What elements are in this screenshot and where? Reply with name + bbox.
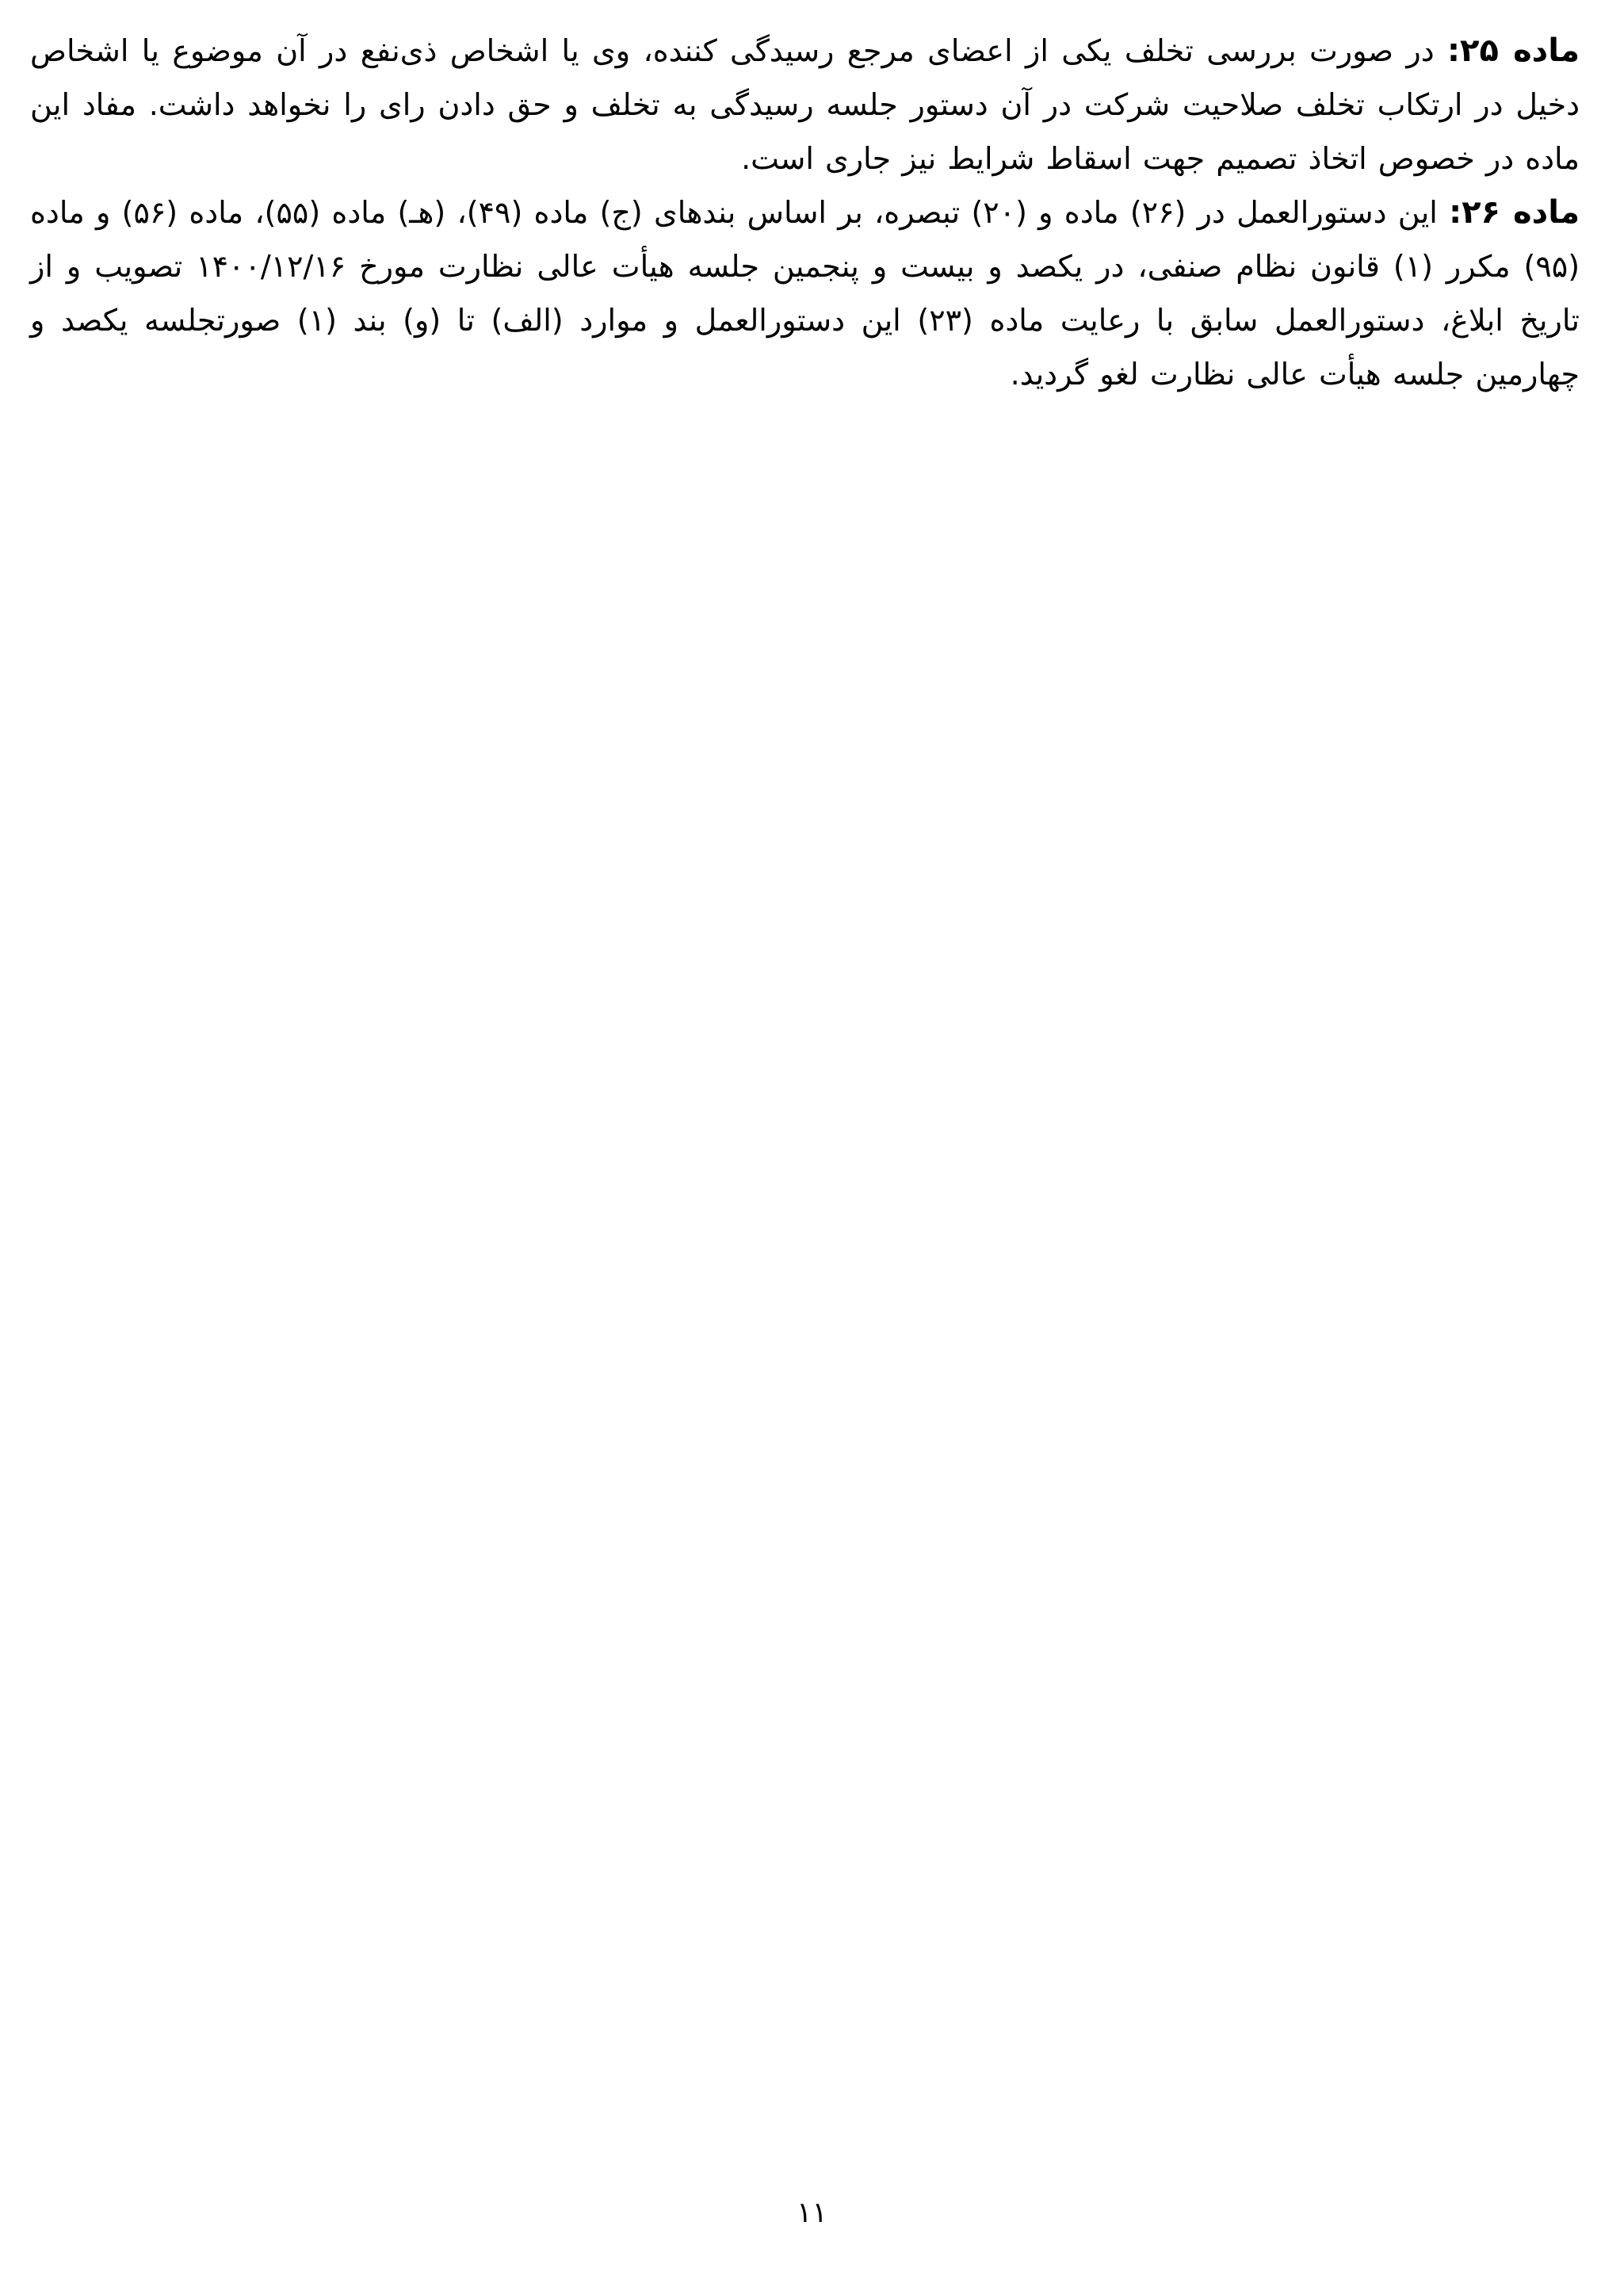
article-26 bbox=[30, 185, 1580, 401]
page-number: ۱۱ bbox=[797, 2197, 827, 2229]
article-25 bbox=[30, 24, 1580, 185]
article-26-label: ماده ۲۶: bbox=[1449, 194, 1580, 231]
article-25-text: در صورت بررسی تخلف یکی از اعضای مرجع رسیدگی کننده، وی یا اشخاص ذی‌نفع در آن موضوع یا اشخاص دخیل در ارتکاب تخلف صلاحیت شرکت در آن دستور جلسه رسیدگی به تخلف و حق دادن رای را نخواهد داشت. مفاد این ماده در خصوص اتخاذ تصمیم جهت اسقاط شرایط نیز جاری است. bbox=[30, 33, 1580, 176]
article-25-label: ماده ۲۵: bbox=[1447, 33, 1580, 69]
article-26-text: این دستورالعمل در (۲۶) ماده و (۲۰) تبصره، بر اساس بندهای (ج) ماده (۴۹)، (هـ) ماده (۵۵)، ماده (۵۶) و ماده (۹۵) مکرر (۱) قانون نظام صنفی، در یکصد و بیست و پنجمین جلسه هیأت عالی نظارت مورخ ۱۴۰۰/۱۲/۱۶ تصویب و از تاریخ ابلاغ، دستورالعمل سابق با رعایت ماده (۲۳) این دستورالعمل و موارد (الف) تا (و) بند (۱) صورتجلسه یکصد و چهارمین جلسه هیأت عالی نظارت لغو گردید. bbox=[30, 195, 1580, 392]
